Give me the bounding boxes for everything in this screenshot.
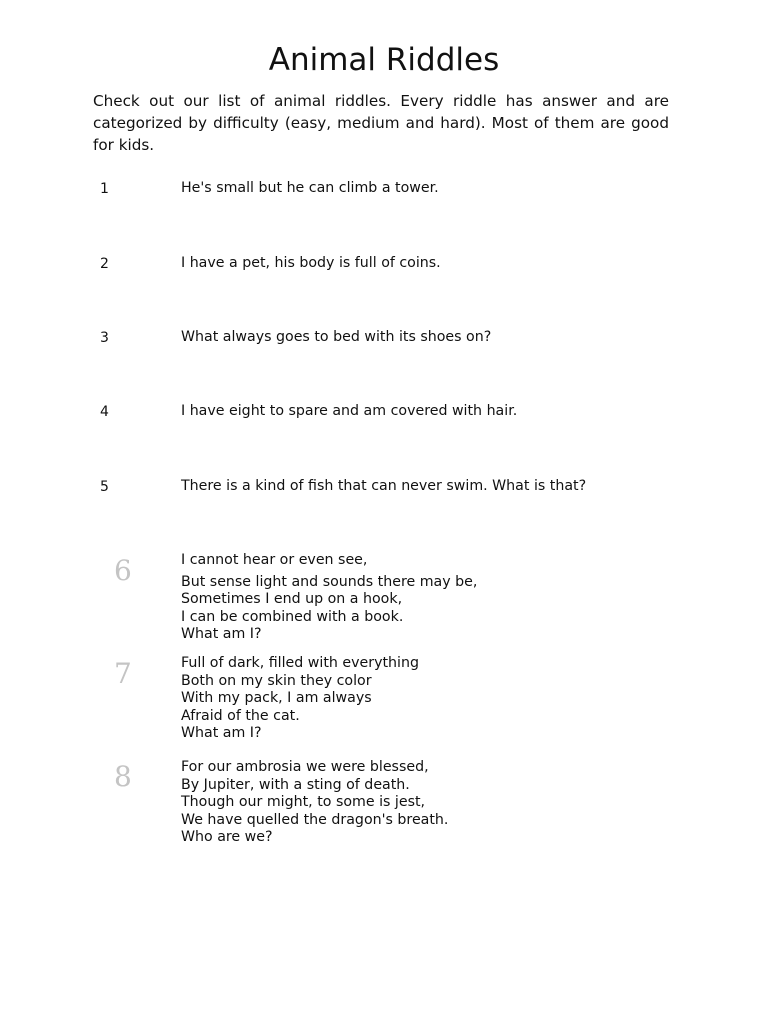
poem-line: With my pack, I am always <box>181 690 372 706</box>
poem-riddle-number: 7 <box>114 657 132 690</box>
poem-line: Both on my skin they color <box>181 672 372 689</box>
riddle-text: I have a pet, his body is full of coins. <box>181 255 441 271</box>
riddle-text: I have eight to spare and am covered with hair. <box>181 403 518 419</box>
poem-line: What am I? <box>181 725 262 741</box>
riddle-number: 5 <box>100 479 109 495</box>
poem-line: We have quelled the dragon's breath. <box>181 811 449 828</box>
poem-riddle <box>181 552 477 644</box>
page-title: Animal Riddles <box>268 42 500 78</box>
poem-line: Full of dark, filled with everything <box>181 655 419 671</box>
intro-paragraph: Check out our list of animal riddles. Every riddle has answer and are categorized by difficulty (easy, medium and hard). Most of them are good for kids. <box>93 92 669 154</box>
poem-line: For our ambrosia we were blessed, <box>181 759 429 775</box>
poem-riddle <box>181 759 448 847</box>
riddle-number: 1 <box>100 181 109 197</box>
poem-line: What am I? <box>181 626 262 642</box>
riddle-number: 2 <box>100 256 109 272</box>
poem-riddle-number: 6 <box>114 554 132 587</box>
poem-riddle <box>181 655 419 743</box>
poem-line: Afraid of the cat. <box>181 707 300 724</box>
riddle-text: There is a kind of fish that can never swim. What is that? <box>181 478 587 494</box>
poem-riddle-number: 8 <box>114 760 132 793</box>
poem-line: Who are we? <box>181 829 273 845</box>
riddle-text: He's small but he can climb a tower. <box>181 180 439 196</box>
poem-line: By Jupiter, with a sting of death. <box>181 776 410 793</box>
poem-line: Though our might, to some is jest, <box>181 794 426 810</box>
riddle-number: 3 <box>100 330 109 346</box>
poem-line: But sense light and sounds there may be, <box>181 573 478 590</box>
poem-line: I can be combined with a book. <box>181 608 404 625</box>
poem-line: Sometimes I end up on a hook, <box>181 591 403 607</box>
poem-line: I cannot hear or even see, <box>181 552 368 568</box>
riddle-text: What always goes to bed with its shoes on? <box>181 329 492 345</box>
riddle-number: 4 <box>100 404 109 420</box>
